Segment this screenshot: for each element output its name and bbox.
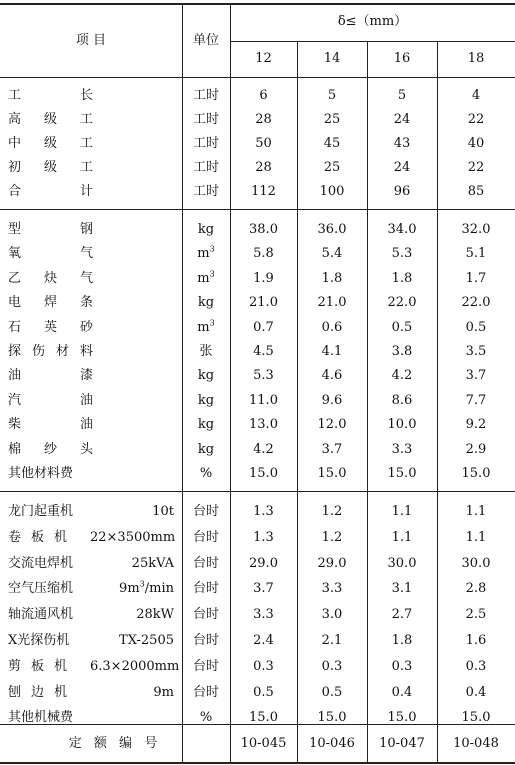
material-row-value: 9.6 (321, 392, 343, 408)
machine-row-value: 3.1 (391, 581, 413, 597)
material-row-value: 3.8 (391, 344, 413, 359)
material-row-value: 21.0 (317, 295, 347, 311)
material-row-value: 1.9 (253, 270, 274, 286)
labor-row-name: 初 级 工 (8, 160, 93, 175)
labor-row-value: 4 (471, 88, 481, 103)
machine-row-name: 交流电焊机 (8, 555, 74, 571)
machine-row-value: 15.0 (249, 710, 278, 726)
footer-code-1: 10-046 (309, 736, 355, 751)
machine-row-value: 0.4 (465, 684, 487, 700)
machine-row-value: 15.0 (317, 710, 347, 726)
material-row-name: 其他材料费 (8, 466, 74, 481)
material-row-name: 汽 油 (8, 392, 93, 408)
material-row-name: 型 钢 (8, 222, 93, 237)
labor-row-value: 43 (393, 136, 411, 151)
material-row-unit: kg (197, 295, 215, 311)
material-row-value: 34.0 (387, 222, 417, 237)
material-row-value: 22.0 (461, 295, 491, 311)
header-col-18: 18 (467, 51, 485, 66)
labor-row-value: 25 (323, 112, 341, 127)
labor-row-name: 中 级 工 (8, 136, 93, 151)
material-row-value: 9.2 (465, 417, 487, 433)
machine-row-value: 0.5 (321, 684, 343, 700)
material-row-name: 氧 气 (8, 246, 93, 262)
machine-row-spec: TX-2505 (119, 633, 174, 648)
labor-row-value: 5 (397, 88, 407, 103)
machine-row-value: 2.5 (465, 607, 487, 623)
machine-row-unit: 台时 (192, 684, 219, 700)
header-col-14: 14 (323, 51, 341, 66)
labor-row-value: 100 (319, 184, 345, 199)
material-row-name: 电 焊 条 (8, 295, 93, 311)
machine-row-value: 1.8 (391, 633, 413, 648)
machine-row-value: 1.6 (465, 633, 487, 648)
labor-row-unit: 工时 (192, 112, 219, 127)
labor-row-name: 合 计 (8, 184, 93, 199)
material-row-unit: kg (197, 368, 215, 384)
material-row-value: 5.1 (465, 246, 487, 262)
machine-row-name: 空气压缩机 (8, 581, 74, 597)
material-row-unit: 张 (199, 344, 213, 359)
labor-row-value: 25 (323, 160, 341, 175)
material-row-value: 0.5 (391, 319, 413, 335)
material-row-unit: $m^3$ (197, 245, 215, 262)
material-row-value: 3.5 (465, 344, 487, 359)
footer-label: 定 额 编 号 (68, 736, 162, 751)
labor-row-value: 22 (467, 160, 485, 175)
labor-row-value: 50 (255, 136, 272, 151)
machine-row-value: 29.0 (249, 555, 278, 571)
machine-row-spec: 9m (153, 684, 174, 700)
material-row-value: 4.6 (321, 368, 343, 384)
machine-row-value: 1.1 (465, 504, 487, 519)
machine-row-value: 3.3 (321, 581, 343, 597)
machine-row-spec: 6.3×2000mm (90, 658, 180, 674)
header-delta: δ≤（mm） (337, 14, 408, 29)
machine-row-value: 0.4 (391, 684, 413, 700)
machine-row-value: 2.8 (465, 581, 487, 597)
material-row-value: 4.2 (391, 368, 413, 384)
material-row-value: 15.0 (249, 466, 278, 481)
material-row-value: 3.7 (321, 441, 343, 457)
machine-row-value: 0.3 (465, 658, 487, 674)
machine-row-name: 龙门起重机 (8, 504, 74, 519)
machine-row-value: 2.4 (253, 633, 274, 648)
material-row-value: 32.0 (461, 222, 491, 237)
material-row-value: 2.9 (465, 441, 487, 457)
material-row-value: 22.0 (387, 295, 417, 311)
labor-row-value: 28 (255, 112, 272, 127)
material-row-value: 36.0 (317, 222, 347, 237)
material-row-value: 7.7 (465, 392, 487, 408)
footer-code-0: 10-045 (240, 736, 287, 751)
material-row-value: 12.0 (317, 417, 347, 433)
machine-row-value: 0.3 (253, 658, 274, 674)
material-row-value: 1.8 (391, 270, 413, 286)
material-row-value: 4.5 (253, 344, 274, 359)
labor-row-value: 40 (467, 136, 485, 151)
material-row-value: 10.0 (387, 417, 417, 433)
machine-row-unit: 台时 (192, 555, 219, 571)
material-row-unit: % (199, 466, 213, 481)
machine-row-value: 30.0 (387, 555, 417, 571)
labor-row-unit: 工时 (192, 88, 219, 103)
machine-row-name: 卷板机 (8, 529, 78, 545)
machine-row-value: 3.0 (321, 607, 343, 623)
labor-row-value: 85 (467, 184, 485, 199)
material-row-value: 5.3 (253, 368, 274, 384)
labor-row-value: 112 (251, 184, 276, 199)
material-row-unit: kg (197, 441, 215, 457)
material-row-value: 0.5 (465, 319, 487, 335)
material-row-value: 1.7 (465, 270, 487, 286)
labor-row-value: 96 (393, 184, 411, 199)
material-row-value: 8.6 (391, 392, 413, 408)
rule-top (0, 3, 515, 5)
machine-row-value: 1.2 (321, 504, 343, 519)
machine-row-name: 轴流通风机 (8, 607, 74, 623)
header-unit: 单位 (192, 33, 219, 48)
machine-row-value: 2.7 (391, 607, 413, 623)
material-row-value: 5.3 (391, 246, 413, 262)
rule-header-mid (230, 41, 515, 42)
material-row-value: 15.0 (461, 466, 491, 481)
machine-row-value: 1.2 (321, 529, 343, 545)
material-row-value: 15.0 (387, 466, 417, 481)
machine-row-value: 3.3 (253, 607, 274, 623)
material-row-name: 乙 炔 气 (8, 270, 93, 286)
machine-row-spec: 25kVA (131, 555, 174, 571)
machine-row-name: 刨边机 (8, 684, 78, 700)
footer-code-3: 10-048 (453, 736, 499, 751)
machine-row-value: 15.0 (387, 710, 417, 726)
material-row-value: 3.3 (391, 441, 413, 457)
labor-row-value: 45 (323, 136, 341, 151)
machine-row-value: 1.1 (391, 504, 413, 519)
machine-row-value: 3.7 (253, 581, 274, 597)
material-row-value: 1.8 (321, 270, 343, 286)
material-row-unit: kg (197, 222, 215, 237)
labor-row-value: 24 (393, 160, 411, 175)
material-row-value: 5.4 (321, 246, 343, 262)
machine-row-value: 15.0 (461, 710, 491, 726)
machine-row-value: 30.0 (461, 555, 491, 571)
machine-row-name: 其他机械费 (8, 710, 74, 726)
material-row-name: 油 漆 (8, 368, 93, 384)
labor-row-value: 28 (255, 160, 272, 175)
material-row-unit: kg (197, 392, 215, 408)
machine-row-unit: 台时 (192, 504, 219, 519)
labor-row-unit: 工时 (192, 136, 219, 151)
machine-row-value: 29.0 (317, 555, 347, 571)
machine-row-name: X光探伤机 (8, 633, 70, 648)
material-row-unit: kg (197, 417, 215, 433)
material-row-name: 棉 纱 头 (8, 441, 93, 457)
material-row-value: 21.0 (249, 295, 278, 311)
material-row-value: 3.7 (465, 368, 487, 384)
machine-row-unit: 台时 (192, 529, 219, 545)
material-row-unit: $m^3$ (197, 318, 215, 335)
machine-row-value: 1.1 (465, 529, 487, 545)
material-row-value: 13.0 (249, 417, 278, 433)
machine-row-spec: 28kW (136, 607, 174, 623)
machine-row-unit: 台时 (192, 658, 219, 674)
material-row-unit: $m^3$ (197, 269, 215, 286)
labor-row-name: 工 长 (8, 88, 93, 103)
labor-row-unit: 工时 (192, 160, 219, 175)
machine-row-value: 2.1 (321, 633, 343, 648)
machine-row-spec: $9m^3/\min$ (119, 580, 174, 597)
labor-row-name: 高 级 工 (8, 112, 93, 127)
machine-row-value: 0.3 (321, 658, 343, 674)
labor-row-unit: 工时 (192, 184, 219, 199)
machine-row-value: 1.1 (391, 529, 413, 545)
material-row-value: 5.8 (253, 246, 274, 262)
machine-row-spec: 22×3500mm (90, 529, 176, 545)
labor-row-value: 22 (467, 112, 485, 127)
machine-row-value: 0.3 (391, 658, 413, 674)
machine-row-spec: 10t (152, 504, 174, 519)
material-row-value: 15.0 (317, 466, 347, 481)
machine-row-value: 1.3 (253, 504, 274, 519)
material-row-value: 0.6 (321, 319, 343, 335)
machine-row-unit: 台时 (192, 581, 219, 597)
machine-row-value: 1.3 (253, 529, 274, 545)
material-row-value: 4.2 (253, 441, 274, 457)
material-row-value: 11.0 (249, 392, 278, 408)
material-row-value: 4.1 (321, 344, 343, 359)
labor-row-value: 6 (259, 88, 268, 103)
machine-row-value: 0.5 (253, 684, 274, 700)
labor-row-value: 24 (393, 112, 411, 127)
machine-row-name: 剪板机 (8, 658, 78, 674)
material-row-name: 柴 油 (8, 417, 93, 433)
machine-row-unit: % (199, 710, 213, 726)
material-row-name: 探 伤 材 料 (8, 344, 93, 359)
footer-code-2: 10-047 (379, 736, 425, 751)
header-item: 项 目 (75, 33, 107, 48)
header-col-12: 12 (255, 51, 272, 66)
machine-row-unit: 台时 (192, 633, 219, 648)
machine-row-unit: 台时 (192, 607, 219, 623)
header-col-16: 16 (393, 51, 411, 66)
material-row-value: 0.7 (253, 319, 274, 335)
material-row-value: 38.0 (249, 222, 278, 237)
material-row-name: 石 英 砂 (8, 319, 93, 335)
labor-row-value: 5 (327, 88, 337, 103)
